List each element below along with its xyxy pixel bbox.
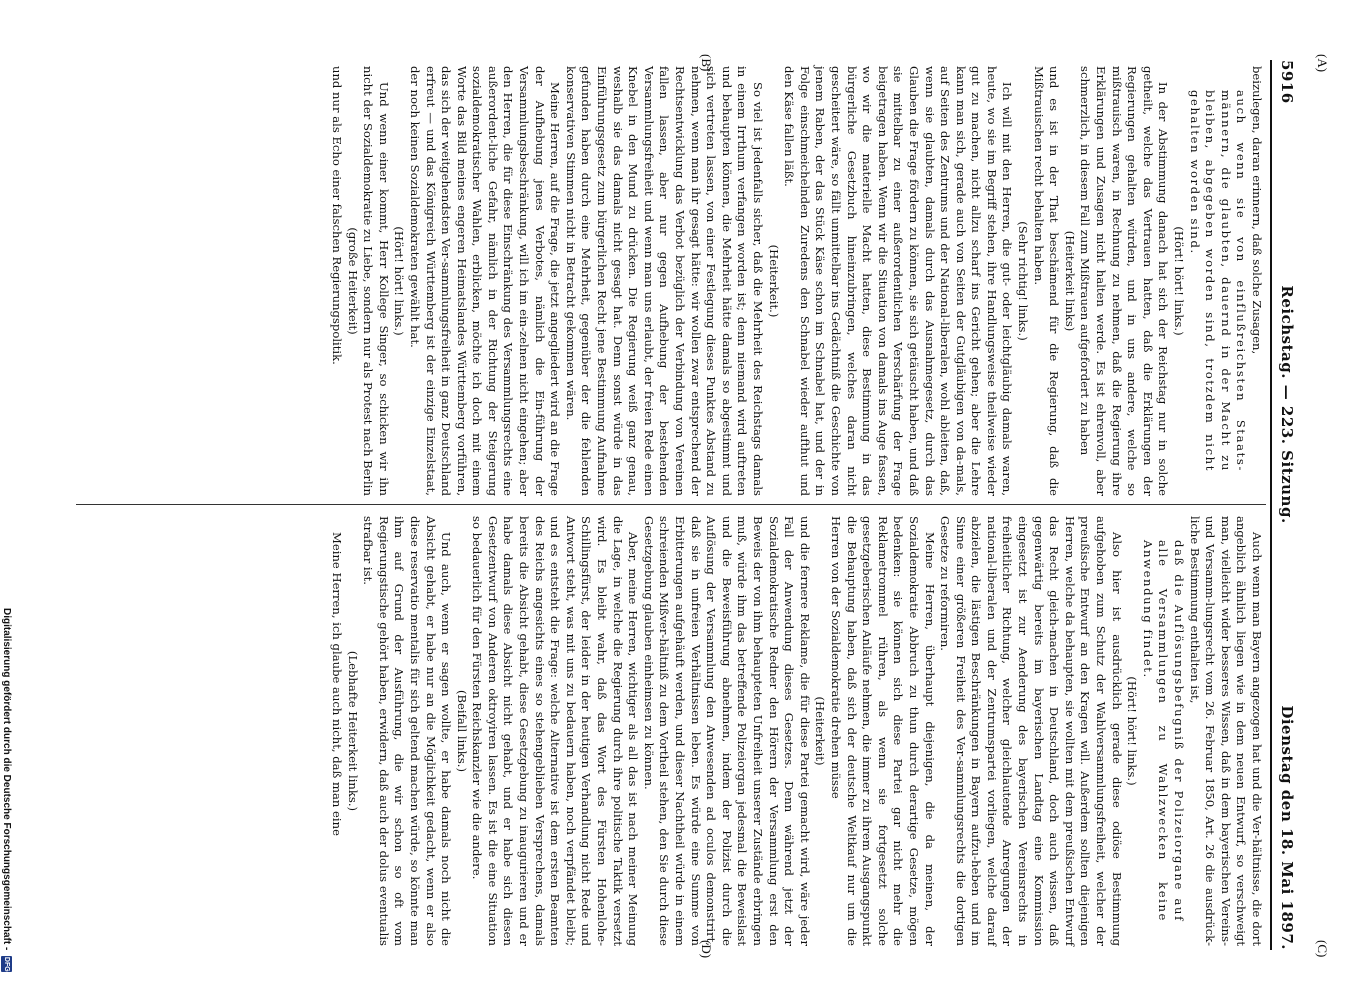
column-divider (76, 504, 1266, 505)
interjection: (große Heiterkeit) (345, 227, 360, 335)
right-column (328, 516, 1264, 946)
paragraph: Auch wenn man Bayern angezogen hat und die Ver-hältnisse, die dort angeblich ähnlich liegen wie in dem neuen Entwurf, so verschweigt man, vielleicht wider besseres Wissen, daß in dem bayerischen Vereins- und Versamm-lungsrecht vom 26. Februar 1850, Art. 26 die ausdrück-liche Bestimmung enthalten ist, (1187, 516, 1264, 946)
paragraph: Und wenn einer kommt, Herr Kollege Singer, so schicken wir ihn nicht der Sozialdemokratie zu Liebe, sondern nur als Protest nach Berlin (361, 66, 391, 496)
credit-text: Digitalisierung gefördert durch die Deutsche Forschungsgemeinschaft - (1, 608, 13, 951)
page-header (1274, 60, 1300, 950)
rotated-page-content (70, 54, 1330, 959)
paragraph: Und auch, wenn er sagen wollte, er habe damals noch nicht die Absicht gehabt, er habe nur an die Möglichkeit gedacht, wenn er also diese reservatio mentalis für sich geltend machen würde, so könnte man ihm auf Grund der Ausführung, die wir schon so oft vom Regierungstische gehört haben, erwidern, daß auch der dolus eventualis strafbar ist. (361, 516, 454, 946)
interjection: (Heiterkeit) (813, 696, 828, 766)
paragraph: Ich will mit den Herren, die gut- oder leichtgläubig damals waren, heute, wo sie im Begriff stehen, ihre Handlungsweise theilweise wieder gut zu machen, nicht allzu scharf ins Gericht gehen; aber die Lehre kann man sich, gerade auch von Seiten der Gutgläubigen von da-mals, auf Seiten des Zentrums und der National-liberalen, wohl ableiten, daß, wenn sie glaubten, damals durch das Ausnahmegesetz, durch das Glauben die Frage fördern zu können, sie sich getäuscht haben, und daß sie mittelbar zu einer außerordentlichen Verschärfung der Frage beigetragen haben. Wenn wir die Situation von damals ins Auge fassen, wo wir die materielle Macht hatten, diese Bestimmung in das bürgerliche Gesetzbuch hineinzubringen, welches daran nicht gescheitert wäre, so fällt unmittelbar ins Gedächtniß die Geschichte von jenem Raben, der das Stück Käse schon im Schnabel hat, und der in Folge einschmeichelnden Zuredens den Schnabel wieder aufthut und den Käse fallen läßt. (782, 66, 1015, 496)
interjection: (Lebhafte Heiterkeit links.) (345, 650, 360, 812)
interjection: (Heiterkeit.) (766, 244, 781, 318)
paragraph: Meine Herren, überhaupt diejenigen, die da meinen, der Sozialdemokratie Abbruch zu thun durch derartige Gesetze, mögen bedenken: sie können sich diese Partei gar nicht mehr die Reklametrommel rühren, als wenn sie fortgesetzt solche gesetzgeberischen Anläufe nehmen, die immer zu ihrem Ausgangspunkt die Behauptung haben, daß sich der deutsche Weltkauf nur um die Herren von der Sozialdemokratie drehen müsse (828, 516, 937, 946)
session-date: Dienstag den 18. Mai 1897. (1278, 705, 1296, 950)
margin-letter-a: (A) (1315, 54, 1330, 73)
margin-letter-b: (B) (699, 54, 714, 72)
paragraph: Also hier ist ausdrücklich gerade diese odiöse Bestimmung aufgehoben zum Schutz der Wahlversammlungsfreiheit, welcher der preußische Entwurf an den Kragen will. Außerdem sollten diejenigen Herren, welche da behaupten, sie wollten mit dem preußischen Entwurf das Recht gleich-machen in Deutschland, doch auch wissen, daß gegenwärtig bereits im bayerischen Landtag eine Kommission eingesetzt ist zur Aenderung des bayerischen Vereinsrechts in freiheitlicher Richtung, welcher gleichlautende Anregungen der national-liberalen und der Zentrumspartei vorliegen, welche darauf abzielen, die lästigen Beschränkungen in Bayern aufzu-heben und im Sinne einer größeren Freiheit des Ver-sammlungsrechts die dortigen Gesetze zu reformiren. (938, 516, 1124, 946)
paragraph: und die fernere Reklame, die für diese Partei gemacht wird, wäre jeder Fall der Anwendung dieses Gesetzes. Denn während jetzt der Sozialdemokratische Redner den Hörern der Versammlung erst den Beweis der von ihm behaupteten Unfreiheit unserer Zustände erbringen muß, würde ihm das betreffende Polizeiorgan jedesmal die Beweislast und die Beweisführung abnehmen, indem der Polizist durch die Auflösung der Versammlung den Anwesenden ad oculos demonstrirt, daß sie in unfreien Verhältnissen leben. Es würde eine Summe von Erbitterungen aufgehäuft werden, und dieser Nachtheil würde in einem schreienden Mißver-hältniß zu dem Vortheil stehen, den Sie durch diese Gesetzgebung glauben einheimsen zu können. (641, 516, 812, 946)
paragraph: In der Abstimmung danach hat sich der Reichstag nur in solche getheilt, welche das Vertrauen hatten, daß die Erklärungen der Regierungen gehalten würden, und in uns andere, welche so mißtrauisch waren, in Rechnung zu nehmen, daß die Regierung ihre Erklärungen und Zusagen nicht halten werde. Es ist ehrenvoll, aber schmerzlich, in diesem Fall zum Mißtrauen aufgefordert zu haben (1078, 66, 1171, 496)
interjection: (Hört! hört! links.) (1125, 676, 1140, 786)
paragraph: Meine Herren, auf die Frage, die jetzt angegliedert wird an die Frage der Aufhebung jenes Verbotes, nämlich die Ein-führung der Versammlungsbeschränkung, will ich im ein-zelnen nicht eingehen; aber den Herren, die für diese Einschränkung des Versammlungsrechts eine außerordent-liche Gefahr, nämlich in der Richtung der Steigerung sozialdemokratischer Wahlen, erblicken, möchte ich doch mit einem Worte das Bild meines engeren Heimatslandes Württemberg vorführen, das sich der weitgehendsten Ver-sammlungsfreiheit in ganz Deutschland erfreut — und das Königreich Württemberg ist der einzige Einzelstaat, der noch keinen Sozialdemokraten gewählt hat. (407, 66, 563, 496)
interjection: (Sehr richtig! links.) (1016, 221, 1031, 341)
margin-letter-c: (C) (1315, 940, 1330, 958)
header-rule (1270, 60, 1272, 950)
interjection: (Hört! hört! links.) (392, 226, 407, 336)
digitization-credit (2, 608, 16, 993)
paragraph: beizulegen, daran erinnern, daß solche Zusagen, (1250, 66, 1264, 355)
interjection: (Beifall links.) (454, 690, 469, 772)
paragraph: und es ist in der That beschämend für die Regierung, daß die Mißtrauischen recht behalten haben. (1031, 66, 1062, 496)
paragraph: Meine Herren, ich glaube auch nicht, daß man eine (329, 532, 344, 836)
paragraph: Aber, meine Herren, wichtiger als all das ist nach meiner Meinung die Lage, in welche die Regierung durch ihre politische Taktik versetzt wird. Es bleibt wahr, daß das Wort des Fürsten Hohenlohe-Schillingsfürst, der leider in der heutigen Verhandlung nicht Rede und Antwort steht, was mit uns zu bedauern haben, noch verpfändet bleibt; und es entsteht die Frage: welche Alternative ist dem ersten Beamten des Reichs angesichts eines so stehengeblieben Versprechens, damals bereits die Absicht gehabt, diese Gesetzgebung zu inaugurieren und er habe damals diese Absicht nicht gehabt, und er habe sich diesen Gesetzentwurf von Anderen oktroyiren lassen. Es ist die eine Situation so bedauerlich für den Fürsten Reichskanzler wie die andere. (470, 516, 641, 946)
interjection: (Heiterkeit links) (1062, 230, 1077, 332)
paragraph: So viel ist jedenfalls sicher, daß die Mehrheit des Reichstags damals in einem Irrthum verfangen worden ist; denn niemand wird auftreten und behaupten können, die Mehrheit hätte damals so abgestimmt und sich vertreten lassen, von einer Festlegung dieses Punktes Abstand zu nehmen, wenn man ihr gesagt hätte: wir wollen zwar entsprechend der Rechtsentwicklung das Verbot bezüglich der Verbindung von Vereinen fallen lassen, aber nur gegen Aufhebung der bestehenden Versammlungsfreiheit und wenn man uns erlaubt, der freien Rede einen Knebel in den Mund zu drücken. Die Regierung weiß ganz genau, weshalb sie das damals nicht gesagt hat. Denn sonst würde in das Einführungsgesetz zum bürgerlichen Recht jene Bestimmung Aufnahme gefunden haben durch eine Mehrheit, gegenüber der die fehlenden konservativen Stimmen nicht in Betracht gekommen wären. (563, 66, 765, 496)
session-title: Reichstag. — 223. Sitzung. (1278, 285, 1296, 524)
dfg-logo-icon: DFG (3, 956, 11, 972)
left-column (328, 66, 1264, 496)
margin-letter-d: (D) (699, 940, 714, 959)
interjection: (Hört! hört! links.) (1172, 226, 1187, 336)
quotation: daß die Auflösungsbefugniß der Polizeiorgane auf alle Versammlungen zu Wahlzwecken keine Anwendung findet. (1140, 540, 1187, 922)
quotation: auch wenn sie von einflußreichsten Staats-männern, die glaubten, dauernd in der Macht zu bleiben, abgegeben worden sind, trotzdem nicht gehalten worden sind. (1187, 90, 1249, 472)
page-number: 5916 (1278, 60, 1296, 104)
paragraph: und nur als Echo einer falschen Regierungspolitik. (329, 66, 344, 365)
